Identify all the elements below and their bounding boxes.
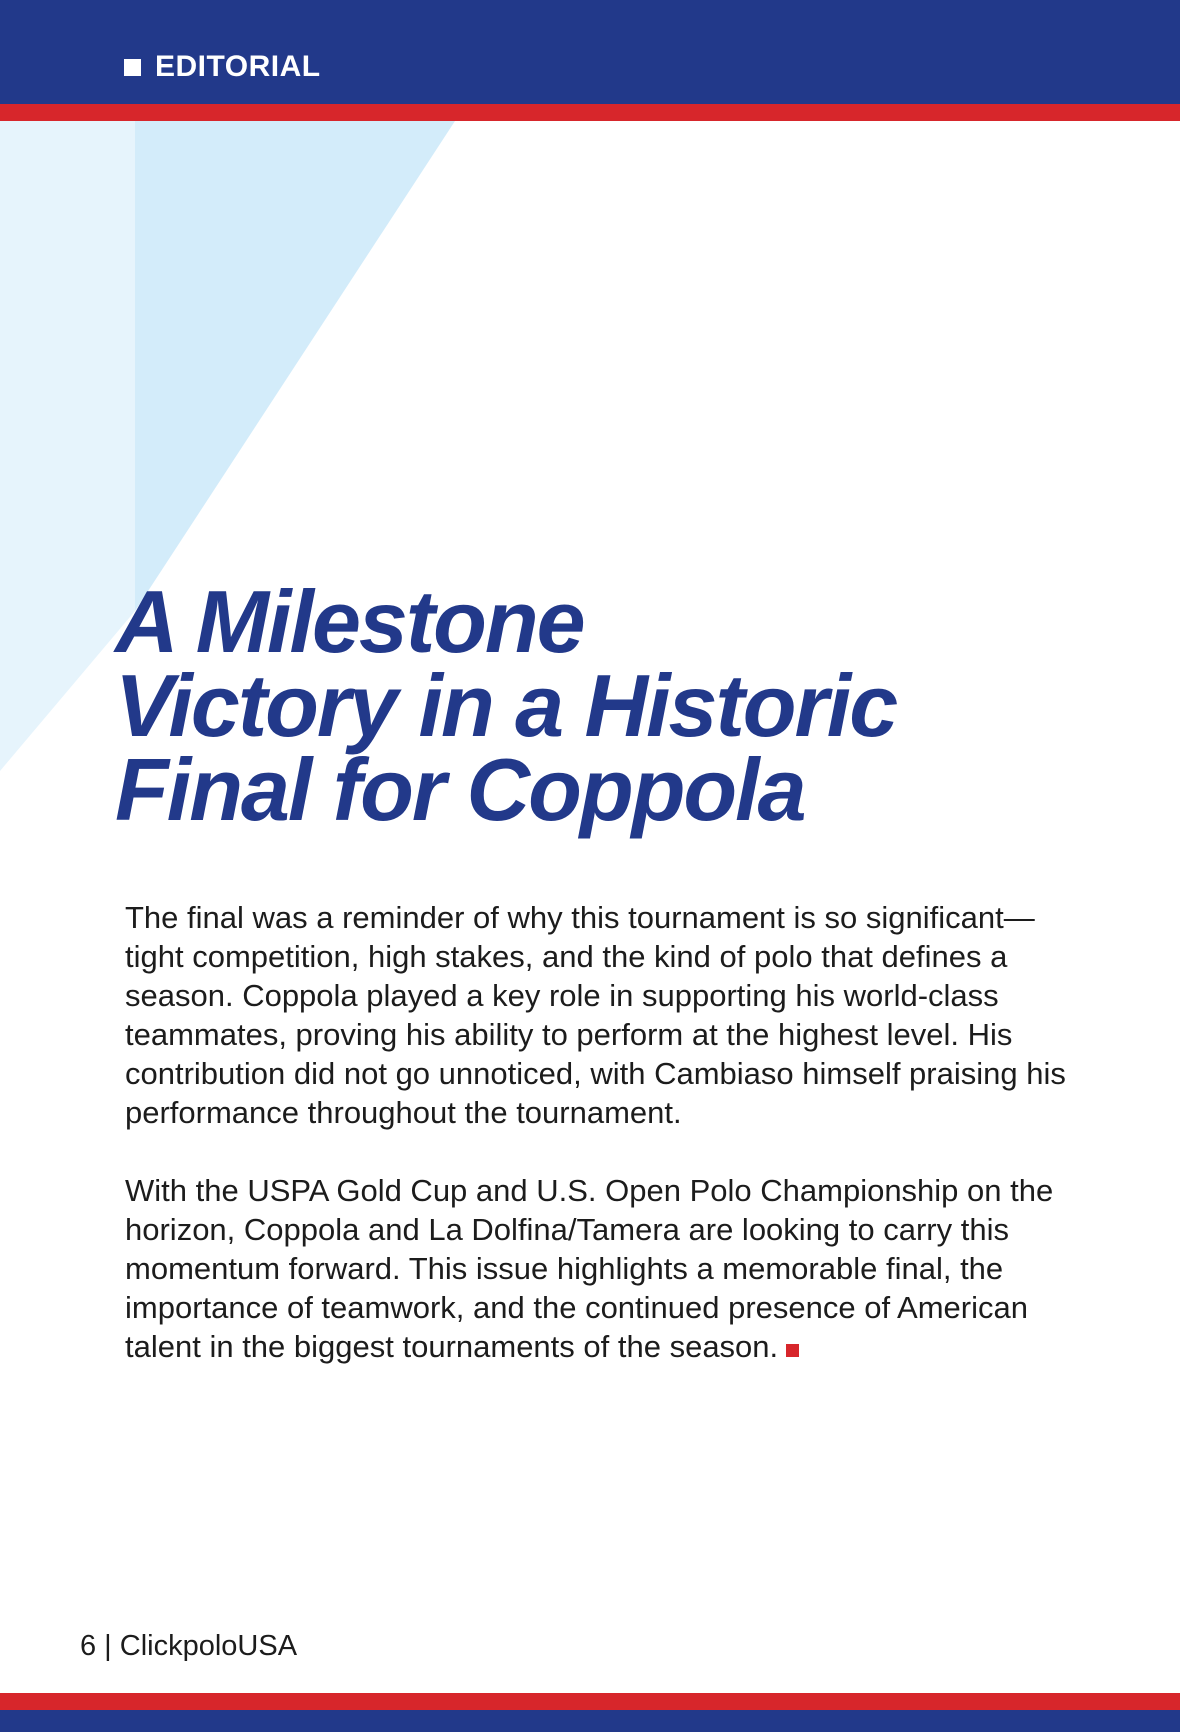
- article-body: [125, 898, 1085, 1366]
- paragraph-text: With the USPA Gold Cup and U.S. Open Polo Championship on the horizon, Coppola and La Dolfina/Tamera are looking to carry this momentum forward. This issue highlights a memorable final, the importance of teamwork, and the continued presence of American talent in the biggest tournaments of the season.: [125, 1173, 1054, 1364]
- section-label-text: EDITORIAL: [155, 50, 321, 83]
- decor-triangle-light: [135, 121, 455, 611]
- article-headline: [115, 572, 1115, 839]
- body-paragraph: [125, 1171, 1085, 1366]
- footer-red-stripe: [0, 1693, 1180, 1710]
- section-label: [124, 50, 321, 84]
- paragraph-text: The final was a reminder of why this tournament is so significant—tight competition, high stakes, and the kind of polo that defines a season. Coppola played a key role in supporting his world-class teammates, proving his ability to perform at the highest level. His contribution did not go unnoticed, with Cambiaso himself praising his performance throughout the tournament.: [125, 900, 1066, 1130]
- square-bullet-icon: [124, 59, 141, 76]
- footer-bar: [0, 1710, 1180, 1732]
- headline-line: Final for Coppola: [115, 740, 805, 839]
- end-of-article-icon: [786, 1344, 799, 1357]
- body-paragraph: [125, 898, 1085, 1132]
- headline-line: Victory in a Historic: [115, 656, 897, 755]
- page-number-label: 6 | ClickpoloUSA: [80, 1630, 298, 1662]
- header-red-stripe: [0, 104, 1180, 121]
- headline-line: A Milestone: [115, 572, 584, 671]
